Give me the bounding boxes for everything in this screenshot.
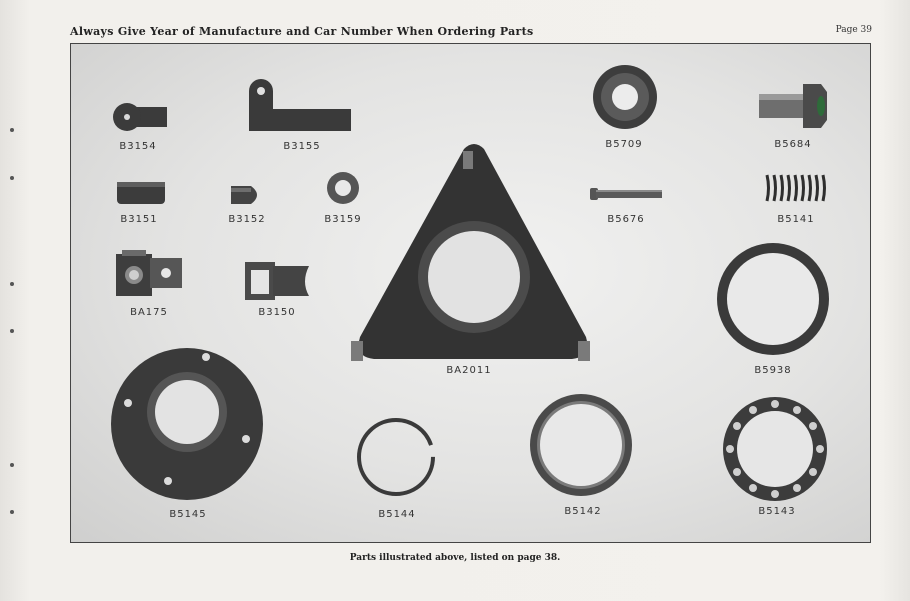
part-label-b5938: B5938 (754, 365, 792, 376)
part-label-b3154: B3154 (119, 141, 157, 152)
part-b3152 (229, 184, 265, 210)
part-label-b5142: B5142 (564, 506, 602, 517)
page-number: Page 39 (835, 25, 872, 35)
part-b5141 (763, 171, 829, 209)
lever-tab-icon (111, 99, 171, 133)
flat-ring-icon (716, 242, 830, 356)
part-b5145 (110, 347, 264, 505)
part-b5684 (757, 82, 829, 134)
part-ba175 (112, 248, 186, 304)
part-label-ba175: BA175 (130, 307, 168, 318)
part-label-b5684: B5684 (774, 139, 812, 150)
part-label-b3155: B3155 (283, 141, 321, 152)
binding-hole (10, 463, 14, 467)
bearing-race-icon (529, 393, 633, 497)
split-ring-icon (356, 417, 436, 497)
socket-bracket-icon (243, 258, 313, 302)
part-b5142 (529, 393, 633, 501)
part-ba2011 (346, 137, 601, 371)
bullet-pin-icon (229, 184, 265, 206)
part-b3150 (243, 258, 313, 306)
part-b5143 (722, 396, 828, 506)
binding-hole (10, 282, 14, 286)
part-b5709 (592, 64, 658, 134)
part-label-b5141: B5141 (777, 214, 815, 225)
part-b5144 (356, 417, 436, 501)
part-b5938 (716, 242, 830, 360)
plate-caption: Parts illustrated above, listed on page 38. (349, 553, 561, 563)
rod-plug-icon (115, 180, 167, 206)
part-label-b3159: B3159 (324, 214, 362, 225)
hex-bushing-icon (757, 82, 829, 130)
binding-hole (10, 329, 14, 333)
part-label-ba2011: BA2011 (446, 365, 492, 376)
part-label-b3151: B3151 (120, 214, 158, 225)
part-label-b5676: B5676 (607, 214, 645, 225)
parts-photo-plate (70, 43, 871, 543)
binding-hole (10, 176, 14, 180)
part-label-b5145: B5145 (169, 509, 207, 520)
thick-washer-icon (592, 64, 658, 130)
bent-bracket-icon (245, 79, 355, 134)
triangular-flange-icon (346, 137, 601, 367)
ball-retainer-icon (722, 396, 828, 502)
page-header: Always Give Year of Manufacture and Car Number When Ordering Parts (70, 25, 534, 38)
part-label-b3152: B3152 (228, 214, 266, 225)
binding-hole (10, 128, 14, 132)
coil-spring-icon (763, 171, 829, 205)
part-b3151 (115, 180, 167, 210)
part-label-b3150: B3150 (258, 307, 296, 318)
part-b3155 (245, 79, 355, 138)
part-label-b5709: B5709 (605, 139, 643, 150)
part-label-b5143: B5143 (758, 506, 796, 517)
part-label-b5144: B5144 (378, 509, 416, 520)
part-b3154 (111, 99, 171, 137)
round-flange-icon (110, 347, 264, 501)
clevis-block-icon (112, 248, 186, 300)
binding-hole (10, 510, 14, 514)
